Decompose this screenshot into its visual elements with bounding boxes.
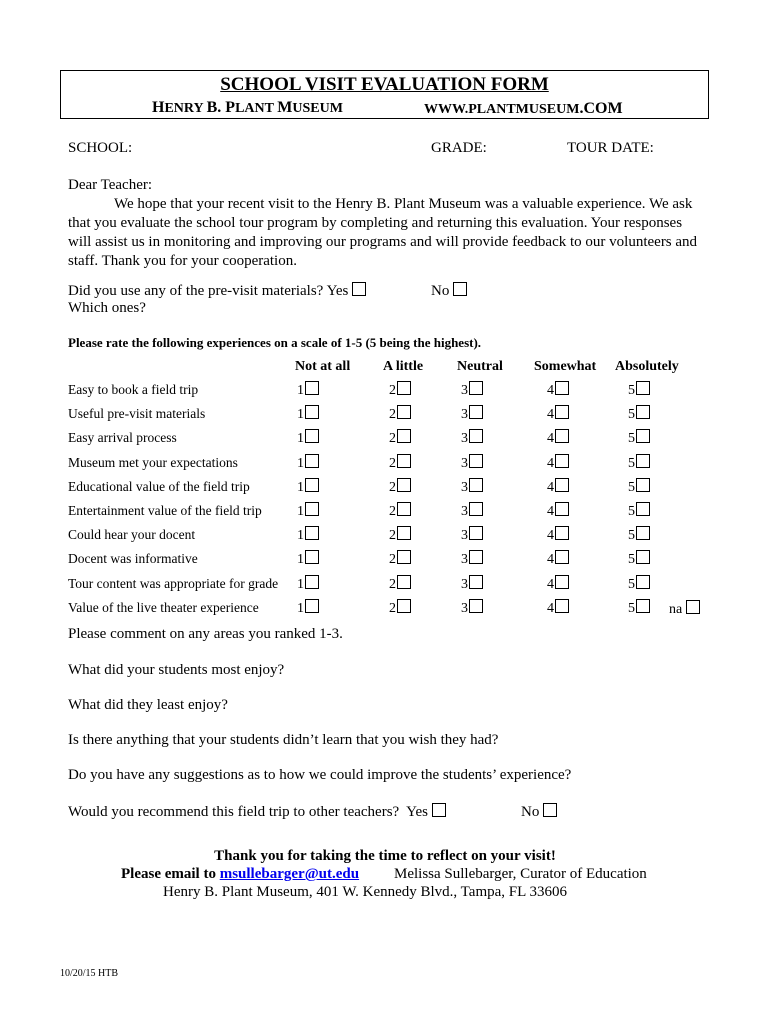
previsit-followup: Which ones? (68, 300, 146, 316)
recommend-yes-checkbox[interactable] (432, 803, 446, 817)
rating-option-2 (389, 575, 411, 593)
rating-row-label: Docent was informative (68, 551, 198, 566)
rating-option-value: 2 (389, 601, 396, 616)
recommend-question-line (68, 803, 446, 821)
rating-option-2 (389, 526, 411, 544)
previsit-yes-label: Yes (326, 283, 349, 299)
rating-option-value: 5 (628, 528, 635, 543)
rating-checkbox[interactable] (469, 550, 483, 564)
form-title: SCHOOL VISIT EVALUATION FORM (220, 74, 549, 95)
previsit-question: Did you use any of the pre-visit materials? (68, 283, 324, 299)
rating-option-5 (628, 429, 650, 447)
rating-option-value: 3 (461, 577, 468, 592)
rating-option-value: 1 (297, 504, 304, 519)
rating-checkbox[interactable] (555, 575, 569, 589)
rating-option-value: 3 (461, 552, 468, 567)
rating-checkbox[interactable] (636, 502, 650, 516)
museum-website: WWW.PLANTMUSEUM.COM (424, 100, 623, 117)
rating-option-value: 5 (628, 431, 635, 446)
rating-option-5 (628, 454, 650, 472)
rating-option-value: 4 (547, 577, 554, 592)
intro-body: We hope that your recent visit to the Henry B. Plant Museum was a valuable experience. We ask that you evaluate the school tour program by completing and returning this evaluation. Your responses will assist us in monitoring and improving our programs and will provide feedback to our volunteers and staff. Thank you for your cooperation. (68, 196, 698, 269)
email-prefix: Please email to (121, 866, 220, 882)
rating-option-value: 4 (547, 383, 554, 398)
scale-header-3: Neutral (457, 359, 503, 374)
rating-option-2 (389, 405, 411, 423)
header-box (60, 70, 709, 119)
rating-option-2 (389, 381, 411, 399)
rating-option-2 (389, 599, 411, 617)
rating-instruction: Please rate the following experiences on a scale of 1-5 (5 being the highest). (68, 335, 482, 350)
rating-checkbox[interactable] (305, 478, 319, 492)
rating-option-5 (628, 526, 650, 544)
rating-row-label: Entertainment value of the field trip (68, 503, 262, 518)
rating-option-5 (628, 599, 650, 617)
rating-checkbox[interactable] (469, 381, 483, 395)
rating-option-value: 3 (461, 407, 468, 422)
rating-row-label: Tour content was appropriate for grade (68, 576, 279, 591)
rating-option-value: 5 (628, 577, 635, 592)
wish-learned-question: Is there anything that your students didn’t learn that you wish they had? (68, 732, 499, 748)
rating-checkbox[interactable] (397, 550, 411, 564)
na-option (669, 600, 700, 618)
rating-option-1 (297, 478, 319, 496)
rating-option-value: 3 (461, 431, 468, 446)
rating-option-4 (547, 550, 569, 568)
rating-checkbox[interactable] (555, 526, 569, 540)
school-label: SCHOOL: (68, 140, 133, 156)
rating-option-1 (297, 526, 319, 544)
rating-option-value: 1 (297, 577, 304, 592)
museum-name: HENRY B. PLANT MUSEUM (152, 99, 343, 116)
previsit-no-option (431, 282, 467, 300)
rating-row-label: Educational value of the field trip (68, 479, 250, 494)
rating-checkbox[interactable] (305, 381, 319, 395)
rating-checkbox[interactable] (397, 478, 411, 492)
rating-option-value: 5 (628, 456, 635, 471)
rating-checkbox[interactable] (397, 599, 411, 613)
email-line (121, 866, 359, 883)
curator-name: Melissa Sullebarger, Curator of Education (394, 866, 647, 882)
rating-option-1 (297, 502, 319, 520)
rating-option-1 (297, 454, 319, 472)
rating-option-value: 3 (461, 601, 468, 616)
rating-checkbox[interactable] (397, 381, 411, 395)
rating-option-5 (628, 478, 650, 496)
rating-option-4 (547, 405, 569, 423)
rating-checkbox[interactable] (397, 526, 411, 540)
rating-row-label: Easy arrival process (68, 430, 177, 445)
rating-checkbox[interactable] (397, 454, 411, 468)
rating-option-value: 2 (389, 407, 396, 422)
rating-option-2 (389, 502, 411, 520)
rating-option-3 (461, 429, 483, 447)
recommend-yes-label: Yes (406, 804, 428, 820)
rating-option-1 (297, 575, 319, 593)
rating-option-value: 4 (547, 552, 554, 567)
recommend-no-label: No (521, 804, 540, 820)
rating-option-value: 2 (389, 431, 396, 446)
rating-checkbox[interactable] (397, 429, 411, 443)
rating-checkbox[interactable] (555, 454, 569, 468)
previsit-yes-checkbox[interactable] (352, 282, 366, 296)
recommend-no-checkbox[interactable] (543, 803, 557, 817)
rating-option-1 (297, 550, 319, 568)
scale-header-1: Not at all (295, 359, 351, 374)
rating-option-1 (297, 381, 319, 399)
rating-option-value: 3 (461, 480, 468, 495)
revision-note: 10/20/15 HTB (60, 968, 119, 979)
rating-checkbox[interactable] (469, 502, 483, 516)
rating-checkbox[interactable] (469, 526, 483, 540)
rating-option-value: 2 (389, 383, 396, 398)
rating-option-1 (297, 405, 319, 423)
rating-option-value: 4 (547, 504, 554, 519)
rating-option-4 (547, 381, 569, 399)
rating-checkbox[interactable] (555, 599, 569, 613)
rating-option-value: 1 (297, 601, 304, 616)
email-link[interactable]: msullebarger@ut.edu (219, 866, 360, 882)
rating-checkbox[interactable] (555, 478, 569, 492)
scale-header-5: Absolutely (615, 359, 679, 374)
rating-option-4 (547, 599, 569, 617)
rating-option-3 (461, 405, 483, 423)
rating-option-value: 2 (389, 456, 396, 471)
previsit-no-label: No (431, 283, 450, 299)
intro-letter (68, 176, 708, 271)
rating-row-label: Useful pre-visit materials (68, 406, 206, 421)
rating-checkbox[interactable] (636, 526, 650, 540)
rating-option-value: 1 (297, 383, 304, 398)
rating-option-5 (628, 381, 650, 399)
rating-option-value: 3 (461, 504, 468, 519)
tour-date-label: TOUR DATE: (567, 140, 654, 156)
rating-option-value: 3 (461, 383, 468, 398)
rating-option-value: 2 (389, 504, 396, 519)
recommend-question: Would you recommend this field trip to other teachers? (68, 804, 400, 820)
least-enjoy-question: What did they least enjoy? (68, 697, 228, 713)
rating-option-value: 1 (297, 552, 304, 567)
na-checkbox[interactable] (686, 600, 700, 614)
rating-row-label: Easy to book a field trip (68, 382, 199, 397)
rating-option-3 (461, 575, 483, 593)
rating-option-value: 2 (389, 480, 396, 495)
rating-option-value: 5 (628, 407, 635, 422)
rating-option-3 (461, 550, 483, 568)
rating-row-label: Value of the live theater experience (68, 600, 259, 615)
rating-option-4 (547, 575, 569, 593)
rating-checkbox[interactable] (636, 381, 650, 395)
rating-option-value: 1 (297, 456, 304, 471)
rating-option-2 (389, 550, 411, 568)
rating-option-value: 1 (297, 431, 304, 446)
rating-option-1 (297, 599, 319, 617)
rating-checkbox[interactable] (555, 405, 569, 419)
rating-checkbox[interactable] (636, 478, 650, 492)
rating-option-value: 5 (628, 504, 635, 519)
rating-checkbox[interactable] (305, 550, 319, 564)
rating-checkbox[interactable] (636, 454, 650, 468)
rating-option-3 (461, 599, 483, 617)
previsit-no-checkbox[interactable] (453, 282, 467, 296)
rating-row-label: Museum met your expectations (68, 455, 238, 470)
rating-option-3 (461, 478, 483, 496)
rating-option-value: 5 (628, 383, 635, 398)
rating-option-2 (389, 454, 411, 472)
rating-option-4 (547, 526, 569, 544)
rating-checkbox[interactable] (469, 405, 483, 419)
rating-checkbox[interactable] (397, 405, 411, 419)
rating-option-4 (547, 429, 569, 447)
scale-header-4: Somewhat (534, 359, 597, 374)
rating-option-value: 4 (547, 456, 554, 471)
rating-checkbox[interactable] (636, 575, 650, 589)
rating-option-4 (547, 478, 569, 496)
rating-option-value: 4 (547, 480, 554, 495)
rating-checkbox[interactable] (397, 502, 411, 516)
rating-checkbox[interactable] (305, 429, 319, 443)
recommend-no-option (521, 803, 557, 821)
rating-checkbox[interactable] (636, 599, 650, 613)
rating-option-3 (461, 454, 483, 472)
rating-option-2 (389, 429, 411, 447)
rating-option-4 (547, 502, 569, 520)
rating-checkbox[interactable] (305, 526, 319, 540)
rating-option-5 (628, 405, 650, 423)
rating-checkbox[interactable] (555, 502, 569, 516)
rating-option-3 (461, 381, 483, 399)
rating-checkbox[interactable] (469, 429, 483, 443)
salutation: Dear Teacher: (68, 177, 153, 193)
rating-checkbox[interactable] (469, 575, 483, 589)
rating-option-value: 2 (389, 528, 396, 543)
rating-option-value: 4 (547, 601, 554, 616)
rating-option-value: 1 (297, 407, 304, 422)
suggestions-question: Do you have any suggestions as to how we could improve the students’ experience? (68, 767, 572, 783)
rating-checkbox[interactable] (305, 575, 319, 589)
rating-option-value: 1 (297, 528, 304, 543)
rating-checkbox[interactable] (305, 502, 319, 516)
rating-checkbox[interactable] (469, 454, 483, 468)
rating-option-value: 5 (628, 552, 635, 567)
rating-checkbox[interactable] (305, 599, 319, 613)
rating-option-3 (461, 502, 483, 520)
rating-option-2 (389, 478, 411, 496)
rating-option-1 (297, 429, 319, 447)
rating-option-value: 2 (389, 552, 396, 567)
grade-label: GRADE: (431, 140, 487, 156)
rating-checkbox[interactable] (555, 381, 569, 395)
rating-checkbox[interactable] (397, 575, 411, 589)
rating-checkbox[interactable] (636, 550, 650, 564)
rating-checkbox[interactable] (636, 405, 650, 419)
rating-checkbox[interactable] (469, 478, 483, 492)
rating-checkbox[interactable] (469, 599, 483, 613)
rating-option-4 (547, 454, 569, 472)
rating-checkbox[interactable] (555, 550, 569, 564)
rating-option-value: 1 (297, 480, 304, 495)
rating-option-value: 2 (389, 577, 396, 592)
rating-option-value: 4 (547, 431, 554, 446)
na-label: na (669, 602, 683, 617)
rating-option-value: 3 (461, 456, 468, 471)
rating-option-value: 4 (547, 407, 554, 422)
rating-checkbox[interactable] (305, 405, 319, 419)
museum-address: Henry B. Plant Museum, 401 W. Kennedy Blvd., Tampa, FL 33606 (163, 884, 567, 900)
rating-option-5 (628, 502, 650, 520)
rating-option-5 (628, 550, 650, 568)
rating-option-5 (628, 575, 650, 593)
most-enjoy-question: What did your students most enjoy? (68, 662, 285, 678)
rating-option-value: 5 (628, 601, 635, 616)
rating-row-label: Could hear your docent (68, 527, 196, 542)
rating-option-value: 3 (461, 528, 468, 543)
previsit-question-line (68, 282, 366, 300)
rating-option-3 (461, 526, 483, 544)
comment-prompt: Please comment on any areas you ranked 1-3. (68, 626, 343, 642)
scale-header-2: A little (383, 359, 424, 374)
rating-checkbox[interactable] (555, 429, 569, 443)
rating-checkbox[interactable] (305, 454, 319, 468)
rating-checkbox[interactable] (636, 429, 650, 443)
thanks-message: Thank you for taking the time to reflect on your visit! (214, 848, 556, 864)
rating-option-value: 5 (628, 480, 635, 495)
rating-option-value: 4 (547, 528, 554, 543)
